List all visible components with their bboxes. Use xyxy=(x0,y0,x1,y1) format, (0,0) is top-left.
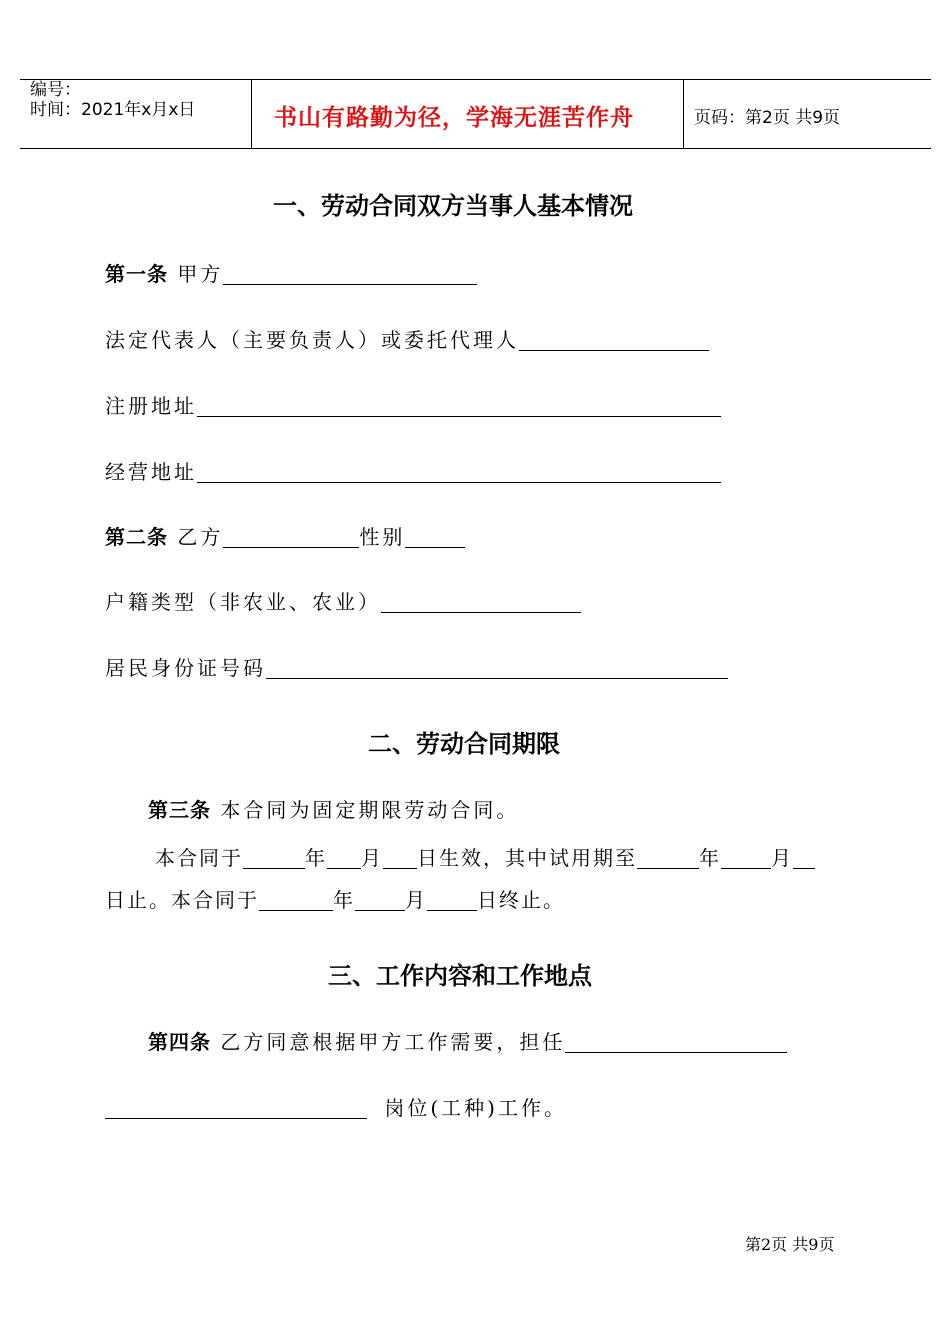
time-label: 时间：2021年x月x日 xyxy=(30,100,196,120)
term-line-2 xyxy=(105,888,565,912)
article-3-text: 本合同为固定期限劳动合同。 xyxy=(220,798,520,822)
party-a-field[interactable] xyxy=(223,264,477,285)
header-divider-right xyxy=(683,79,684,148)
end-month-field[interactable] xyxy=(355,890,405,911)
start-day-field[interactable] xyxy=(383,848,417,869)
party-b-label: 乙方 xyxy=(177,525,224,549)
legal-rep-label: 法定代表人（主要负责人）或委托代理人 xyxy=(105,328,519,352)
article-3-label: 第三条 xyxy=(148,798,211,822)
end-month-unit: 月 xyxy=(405,888,427,912)
household-label: 户籍类型（非农业、农业） xyxy=(105,590,381,614)
start-month-field[interactable] xyxy=(327,848,361,869)
start-month-unit: 月 xyxy=(361,846,383,870)
id-number-field[interactable] xyxy=(266,658,728,679)
header-divider-left xyxy=(251,79,252,148)
position-line xyxy=(105,1096,567,1120)
household-field[interactable] xyxy=(381,592,581,613)
end-year-unit: 年 xyxy=(333,888,355,912)
term-prefix: 本合同于 xyxy=(155,846,243,870)
biz-addr-line xyxy=(105,460,721,484)
legal-rep-field[interactable] xyxy=(519,330,709,351)
probation-year-field[interactable] xyxy=(637,848,699,869)
reg-addr-line xyxy=(105,394,721,418)
article-1-label: 第一条 xyxy=(105,262,168,286)
article-1-line xyxy=(105,262,477,286)
gender-label: 性别 xyxy=(359,525,406,549)
term-line-1 xyxy=(155,846,815,870)
section-title-2: 二、劳动合同期限 xyxy=(368,730,560,758)
legal-rep-line xyxy=(105,328,709,352)
probation-year-unit: 年 xyxy=(699,846,721,870)
id-number-label: 居民身份证号码 xyxy=(105,656,266,680)
header-top-rule xyxy=(20,79,931,80)
job-title-field[interactable] xyxy=(565,1032,787,1053)
biz-addr-label: 经营地址 xyxy=(105,460,197,484)
header-bottom-rule xyxy=(20,148,931,149)
article-2-label: 第二条 xyxy=(105,525,168,549)
footer-page-number: 第2页 共9页 xyxy=(745,1235,835,1254)
probation-month-unit: 月 xyxy=(771,846,793,870)
party-b-field[interactable] xyxy=(223,527,359,548)
article-4-label: 第四条 xyxy=(148,1030,211,1054)
probation-day-field[interactable] xyxy=(793,848,815,869)
serial-label: 编号： xyxy=(30,80,81,100)
probation-month-field[interactable] xyxy=(721,848,771,869)
page-code: 页码：第2页 共9页 xyxy=(694,108,841,128)
reg-addr-field[interactable] xyxy=(197,396,721,417)
household-line xyxy=(105,590,581,614)
start-year-field[interactable] xyxy=(243,848,305,869)
section-title-3: 三、工作内容和工作地点 xyxy=(328,962,592,990)
id-number-line xyxy=(105,656,728,680)
end-day-field[interactable] xyxy=(427,890,477,911)
motto: 书山有路勤为径，学海无涯苦作舟 xyxy=(274,105,634,131)
article-2-line xyxy=(105,525,465,549)
article-4-text: 乙方同意根据甲方工作需要，担任 xyxy=(220,1030,566,1054)
end-prefix: 日止。本合同于 xyxy=(105,888,259,912)
biz-addr-field[interactable] xyxy=(197,462,721,483)
position-text: 岗位(工种)工作。 xyxy=(384,1096,567,1120)
end-year-field[interactable] xyxy=(259,890,333,911)
terminate-text: 日终止。 xyxy=(477,888,565,912)
article-3-line xyxy=(148,798,519,822)
section-title-1: 一、劳动合同双方当事人基本情况 xyxy=(273,192,633,220)
effective-text: 日生效，其中试用期至 xyxy=(417,846,637,870)
reg-addr-label: 注册地址 xyxy=(105,394,197,418)
job-title-field-2[interactable] xyxy=(105,1098,367,1119)
party-a-label: 甲方 xyxy=(177,262,224,286)
start-year-unit: 年 xyxy=(305,846,327,870)
gender-field[interactable] xyxy=(405,527,465,548)
article-4-line xyxy=(148,1030,787,1054)
